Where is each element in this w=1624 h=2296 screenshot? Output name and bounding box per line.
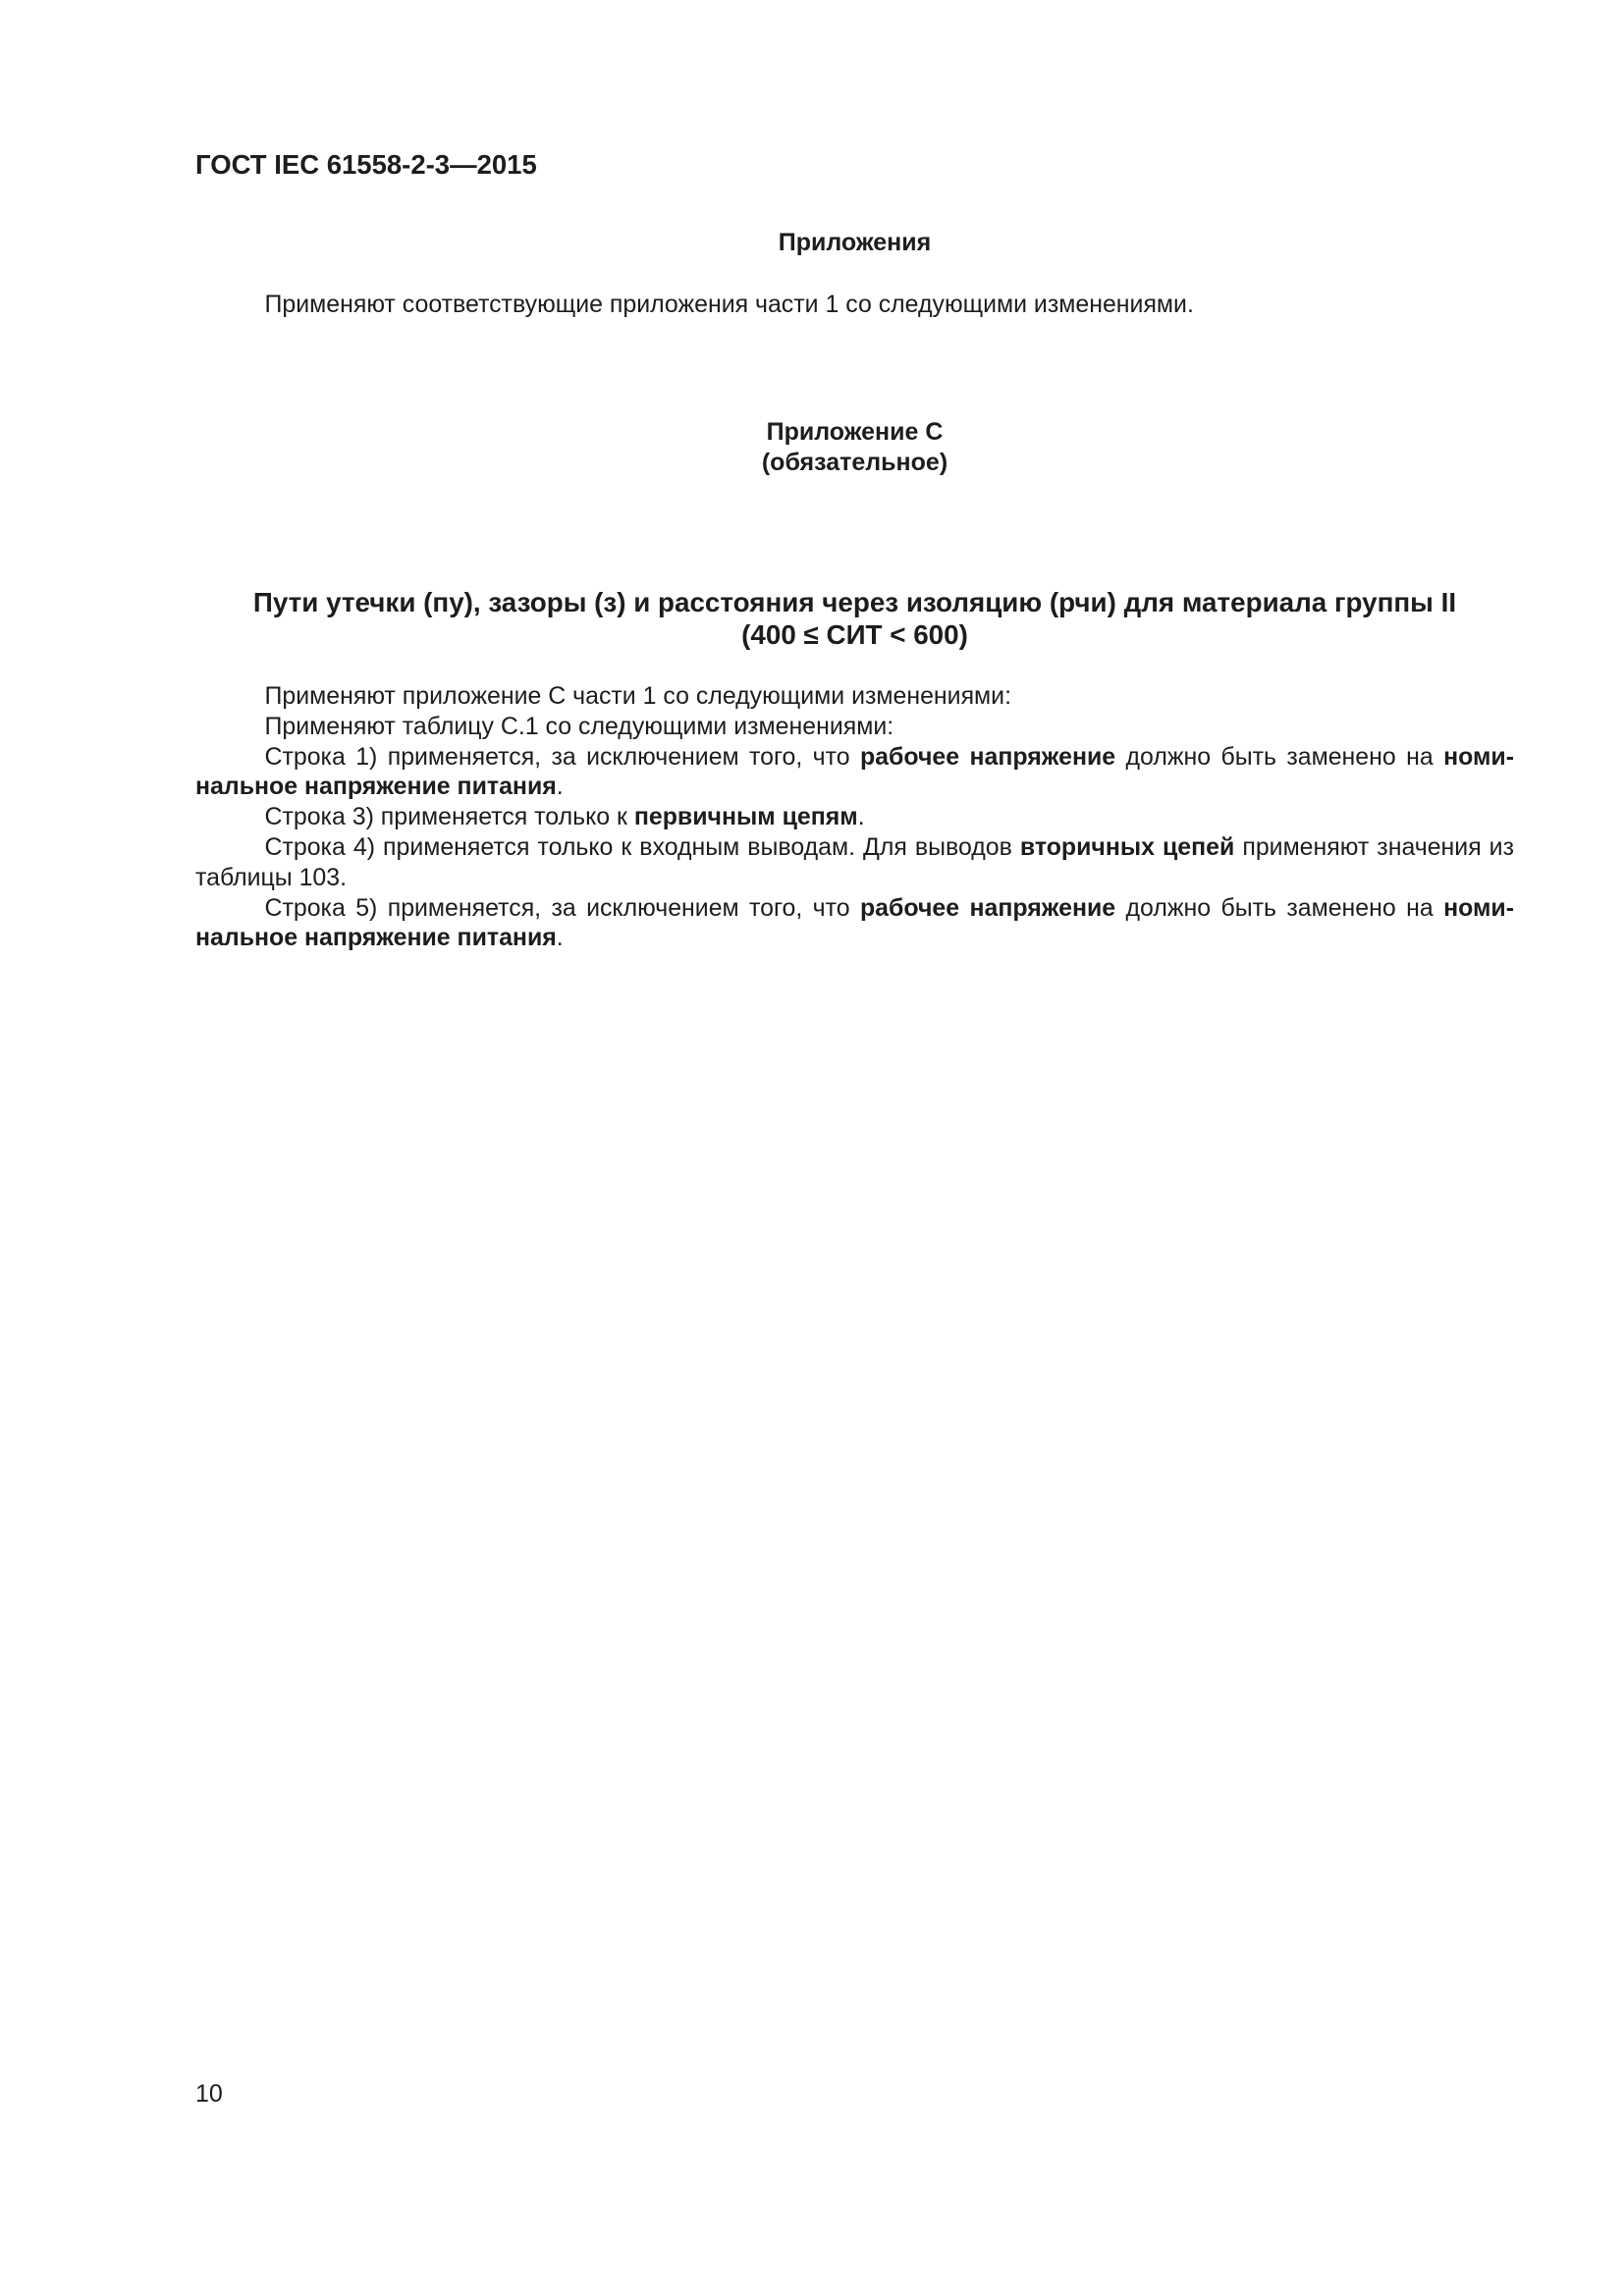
body-text: должно быть заменено на xyxy=(1125,893,1434,922)
body-text: . xyxy=(556,924,564,952)
document-code: ГОСТ IEC 61558-2-3—2015 xyxy=(195,149,537,180)
defined-term: вторичных цепей xyxy=(1019,832,1235,861)
appendices-intro: Применяют соответствующие приложения части 1 со следующими изменениями. xyxy=(264,290,1194,318)
annex-title xyxy=(195,586,1514,651)
body-text: применяют значения из xyxy=(1242,832,1514,861)
body-line-8 xyxy=(195,893,1514,924)
annex-title-line-1: Пути утечки (пу), зазоры (з) и расстояния через изоляцию (рчи) для материала группы II xyxy=(252,587,1457,617)
body-line-1 xyxy=(195,681,1514,712)
body-line-5 xyxy=(195,802,1514,832)
body-line-4 xyxy=(195,772,1514,802)
body-text: Применяют таблицу С.1 со следующими изменениями: xyxy=(264,712,894,740)
body-text: . xyxy=(556,773,564,801)
defined-term: номи- xyxy=(1443,742,1514,771)
body-text: таблицы 103. xyxy=(195,863,348,891)
defined-term: нальное напряжение питания xyxy=(195,924,557,952)
annex-title-line-2: (400 ≤ СИТ < 600) xyxy=(741,619,968,650)
page-number: 10 xyxy=(195,2079,223,2108)
body-line-6 xyxy=(195,832,1514,863)
defined-term: нальное напряжение питания xyxy=(195,773,557,801)
annex-label: Приложение С xyxy=(766,417,944,446)
annex-body xyxy=(195,681,1514,953)
body-text: должно быть заменено на xyxy=(1125,742,1434,771)
body-text: Строка 5) применяется, за исключением того, что xyxy=(264,893,850,922)
defined-term: первичным цепям xyxy=(633,803,858,831)
body-text: Строка 4) применяется только к входным выводам. Для выводов xyxy=(264,832,1012,861)
body-line-3 xyxy=(195,742,1514,773)
body-line-7 xyxy=(195,863,1514,893)
body-text: Строка 3) применяется только к xyxy=(264,803,627,831)
defined-term: рабочее напряжение xyxy=(859,742,1116,771)
annex-status: (обязательное) xyxy=(761,449,948,476)
body-text: . xyxy=(857,803,865,831)
body-line-9 xyxy=(195,923,1514,953)
defined-term: рабочее напряжение xyxy=(859,893,1116,922)
body-text: Применяют приложение С части 1 со следующими изменениями: xyxy=(264,682,1011,710)
appendices-heading: Приложения xyxy=(778,228,932,256)
body-text: Строка 1) применяется, за исключением того, что xyxy=(264,742,850,771)
body-line-2 xyxy=(195,712,1514,742)
defined-term: номи- xyxy=(1443,893,1514,922)
